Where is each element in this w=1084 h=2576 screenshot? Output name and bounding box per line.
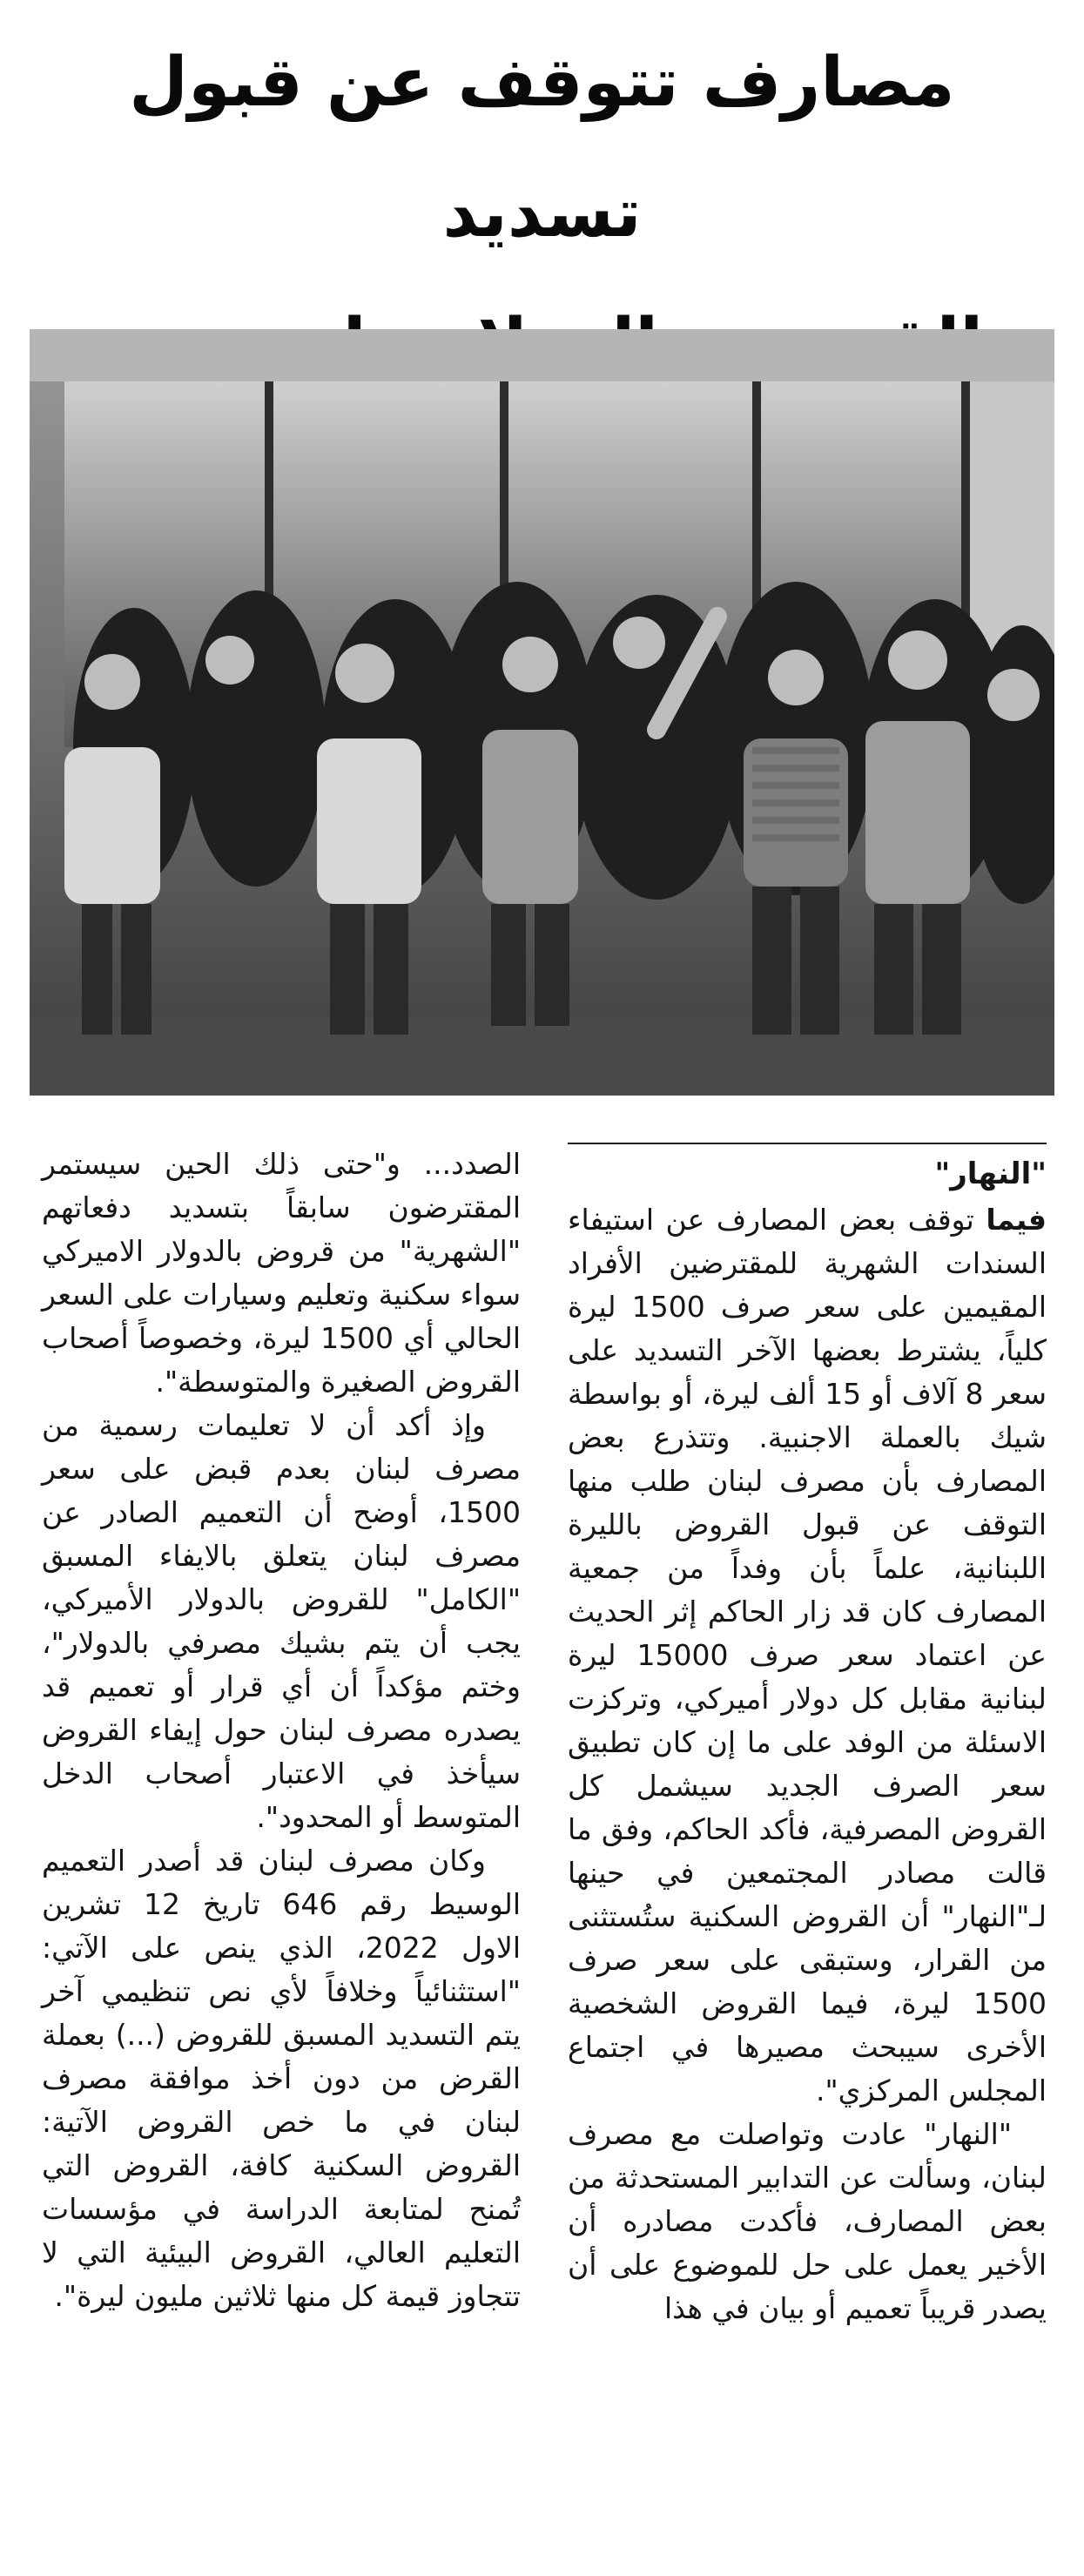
source-divider (568, 1143, 1047, 1144)
article-paragraph: الصدد... و"حتى ذلك الحين سيستمر المقترضون سابقاً بتسديد دفعاتهم "الشهرية" من قروض بالدولار الاميركي سواء سكنية وتعليم وسيارات على السعر الحالي أي 1500 ليرة، وخصوصاً أصحاب القروض الصغيرة والمتوسطة". (42, 1147, 521, 1399)
crowd-photo-icon (30, 329, 1054, 1096)
article-paragraph: وإذ أكد أن لا تعليمات رسمية من مصرف لبنان بعدم قبض على سعر 1500، أوضح أن التعميم الصادر عن مصرف لبنان يتعلق بالايفاء المسبق "الكامل" للقروض بالدولار الأميركي، يجب أن يتم بشيك مصرفي بالدولار"، وختم مؤكداً أن أي قرار أو تعميم قد يصدره مصرف لبنان حول إيفاء القروض سيأخذ في الاعتبار أصحاب الدخل المتوسط أو المحدود". (42, 1408, 521, 1834)
lead-word: فيما (986, 1203, 1047, 1237)
article-column-right (568, 1143, 1047, 2330)
article-source: "النهار" (934, 1157, 1047, 1191)
paragraph-text: توقف بعض المصارف عن استيفاء السندات الشهرية للمقترضين الأفراد المقيمين على سعر صرف 1500 ليرة كلياً، يشترط بعضها الآخر التسديد على سعر 8 آلاف أو 15 ألف ليرة، أو بواسطة شيك بالعملة الاجنبية. وتتذرع بعض المصارف بأن مصرف لبنان طلب منها التوقف عن قبول القروض بالليرة اللبنانية، علماً بأن وفداً من جمعية المصارف كان قد زار الحاكم إثر الحديث عن اعتماد سعر صرف 15000 ليرة لبنانية مقابل كل دولار أميركي، وتركزت الاسئلة من الوفد على ما إن كان تطبيق سعر الصرف الجديد سيشمل كل القروض المصرفية، فأكد الحاكم، وفق ما قالت مصادر المجتمعين في حينها لـ"النهار" أن القروض السكنية ستُستثنى من القرار، وستبقى على سعر صرف 1500 ليرة، فيما القروض الشخصية الأخرى سيبحث مصيرها في اجتماع المجلس المركزي". (568, 1203, 1047, 2107)
article-paragraph: "النهار" عادت وتواصلت مع مصرف لبنان، وسألت عن التدابير المستحدثة من بعض المصارف، فأكدت مصادره أن الأخير يعمل على حل للموضوع على أن يصدر قريباً تعميم أو بيان في هذا (568, 2117, 1047, 2325)
news-photo (30, 329, 1054, 1096)
headline-line-1: مصارف تتوقف عن قبول تسديد (129, 44, 955, 253)
article-column-left (42, 1143, 521, 2318)
article-paragraph: وكان مصرف لبنان قد أصدر التعميم الوسيط رقم 646 تاريخ 12 تشرين الاول 2022، الذي ينص على الآتي: "استثنائياً وخلافاً لأي نص تنظيمي آخر يتم التسديد المسبق للقروض (...) بعملة القرض من دون أخذ موافقة مصرف لبنان في ما خص القروض الآتية: القروض السكنية كافة، القروض التي تُمنح لمتابعة الدراسة في مؤسسات التعليم العالي، القروض البيئية التي لا تتجاوز قيمة كل منها ثلاثين مليون ليرة". (42, 1844, 521, 2313)
article-paragraph (568, 1198, 1047, 2113)
